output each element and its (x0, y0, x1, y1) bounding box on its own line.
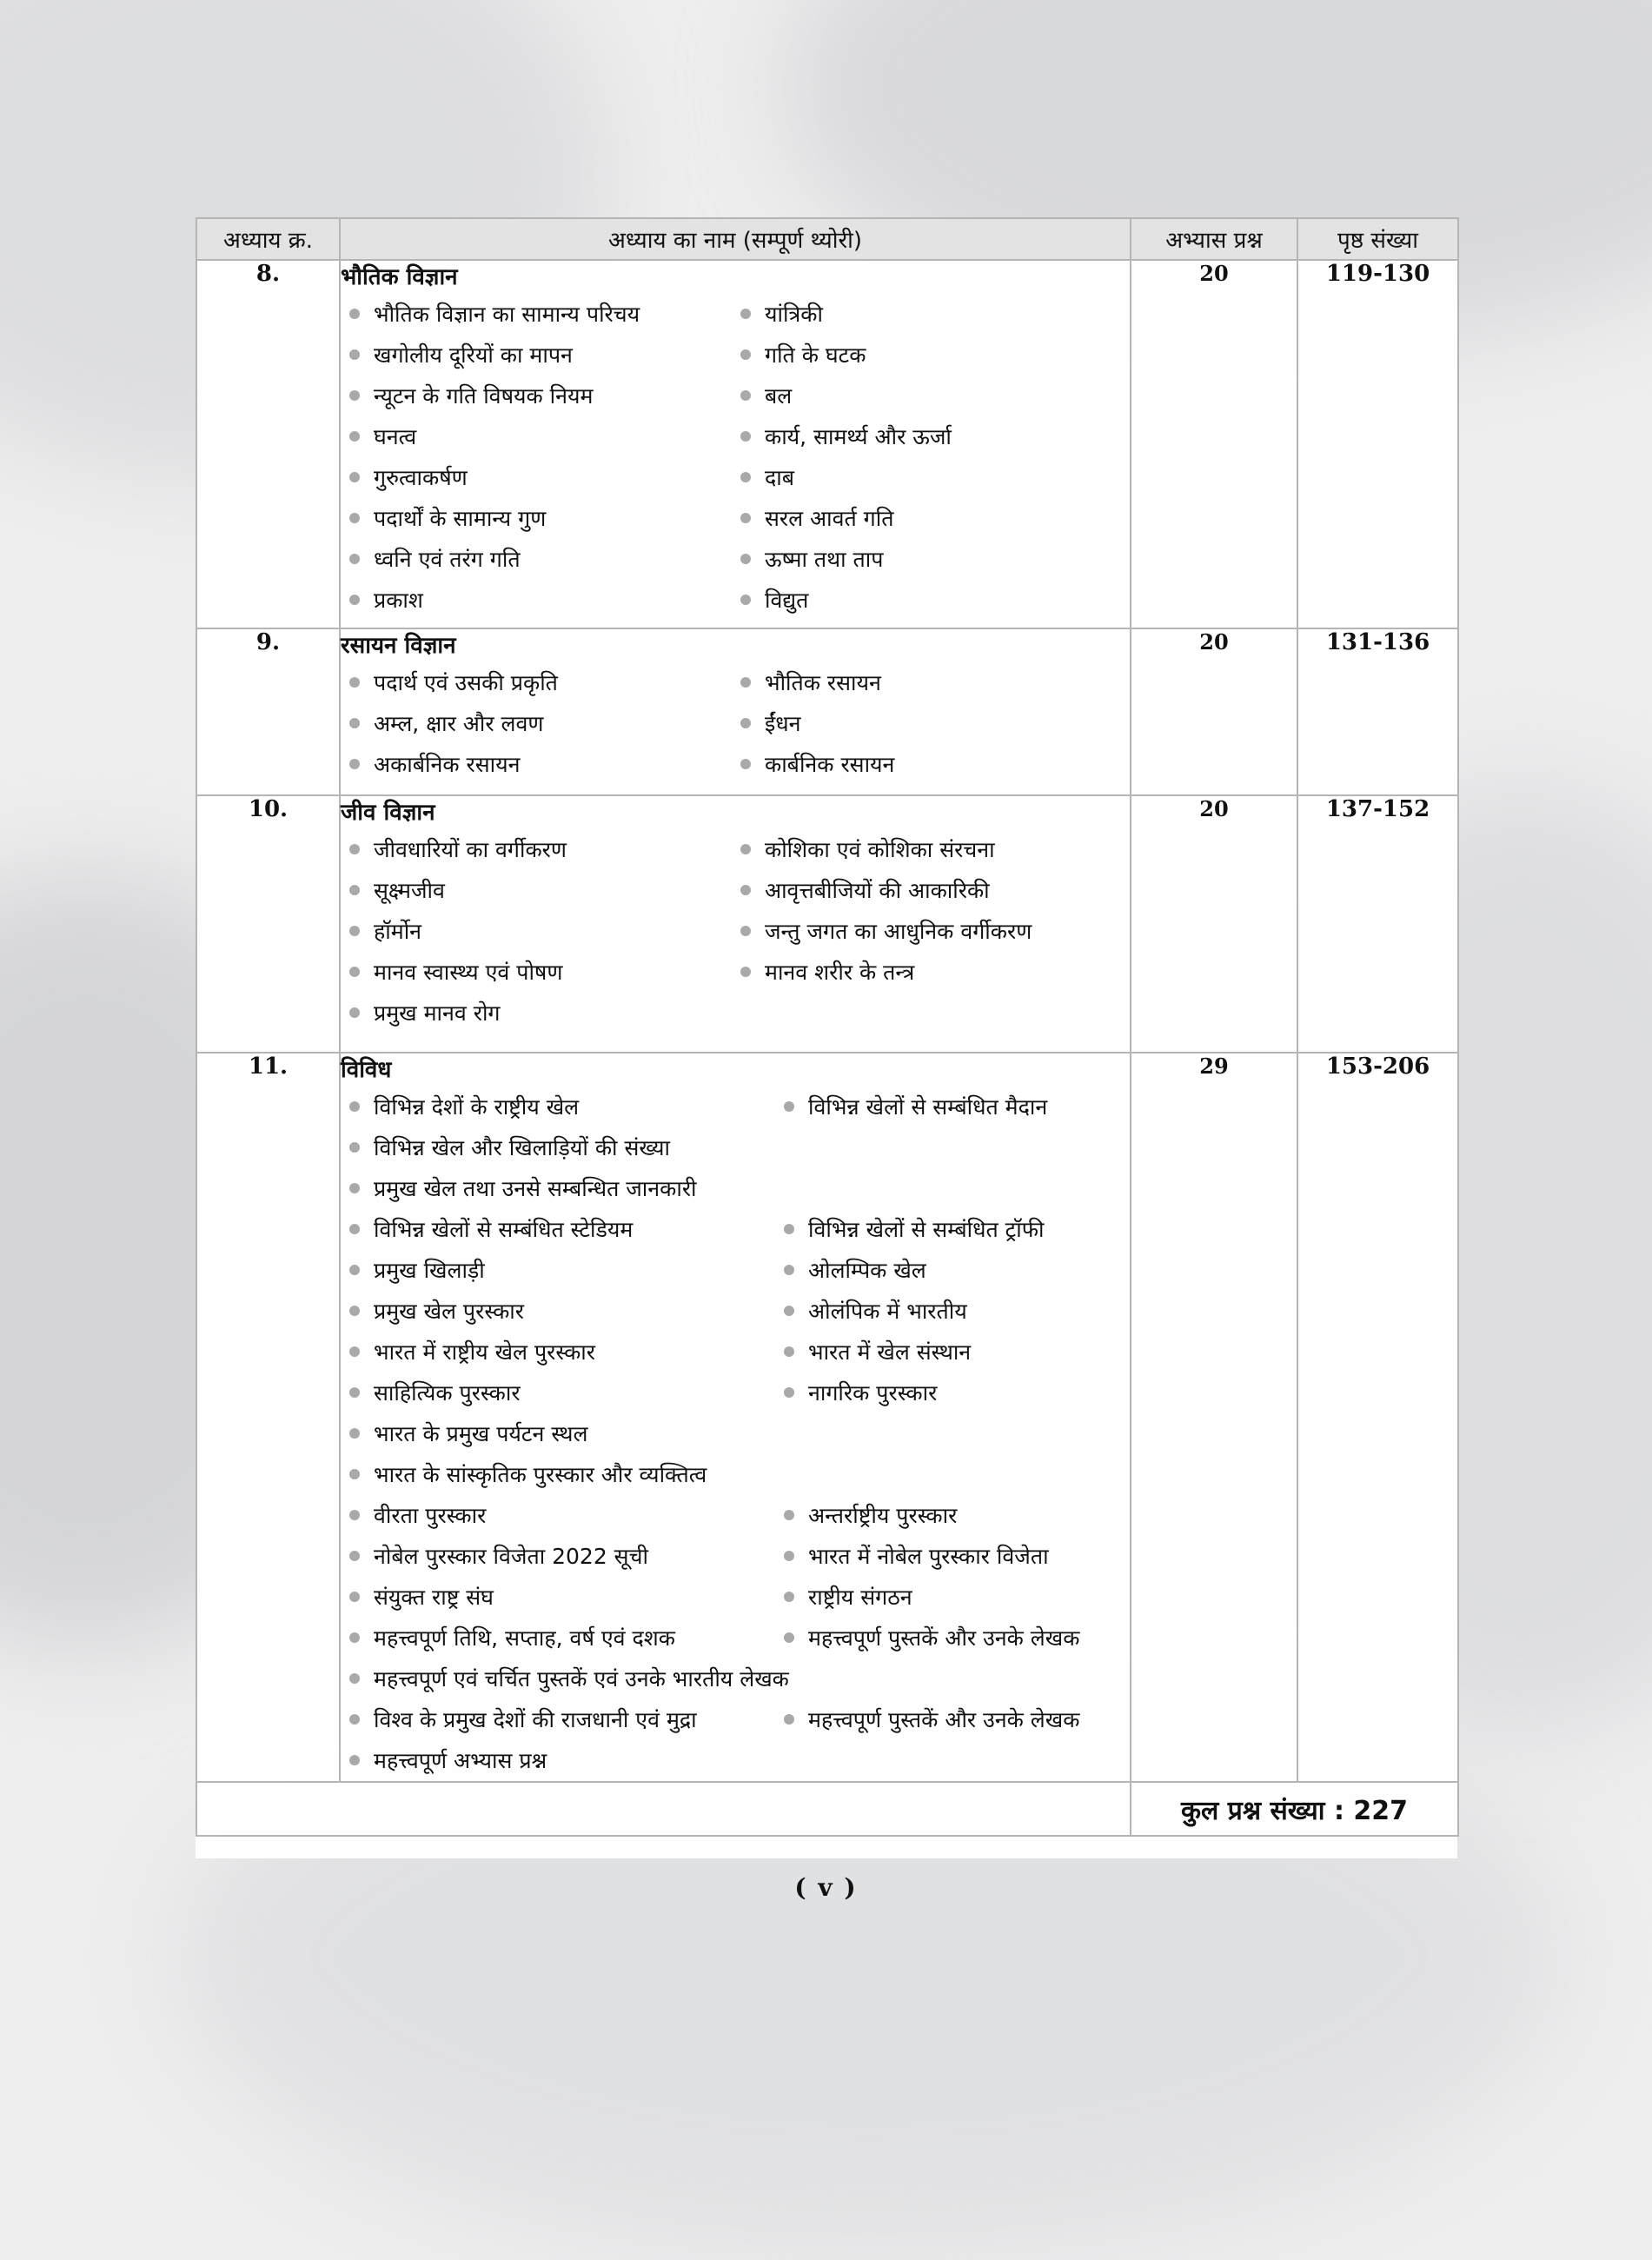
topic-label: प्रमुख मानव रोग (374, 1000, 501, 1026)
topic-label: ऊष्मा तथा ताप (765, 547, 884, 572)
topic-label: आवृत्तबीजियों की आकारिकी (765, 878, 990, 903)
topic-item (732, 457, 1130, 498)
topic-item (341, 1087, 775, 1127)
page-range: 137-152 (1297, 795, 1458, 1053)
topic-label: महत्त्वपूर्ण एवं चर्चित पुस्तकें एवं उनके भारतीय लेखक (374, 1666, 789, 1692)
bullet-icon (349, 1183, 360, 1193)
topic-label: बल (765, 383, 793, 409)
bullet-icon (349, 1510, 360, 1520)
chapter-row (196, 795, 1458, 1053)
topic-label: अम्ल, क्षार और लवण (374, 711, 544, 736)
header-chapter-name: अध्याय का नाम (सम्पूर्ण थ्योरी) (340, 218, 1131, 260)
bullet-icon (349, 967, 360, 977)
topic-label: पदार्थ एवं उसकी प्रकृति (374, 670, 558, 695)
bullet-icon (349, 926, 360, 936)
bullet-icon (349, 513, 360, 523)
bullet-icon (349, 1673, 360, 1684)
topic-item (341, 662, 732, 703)
bullet-icon (784, 1101, 794, 1112)
bullet-icon (349, 1387, 360, 1398)
topic-label: गति के घटक (765, 342, 866, 368)
practice-question-count: 20 (1131, 795, 1297, 1053)
bullet-icon (740, 472, 751, 482)
chapter-title: रसायन विज्ञान (341, 633, 456, 659)
topic-label: गुरुत्वाकर्षण (374, 465, 468, 490)
topic-label: महत्त्वपूर्ण पुस्तकें और उनके लेखक (808, 1625, 1080, 1651)
topic-item (775, 1536, 1130, 1577)
bullet-icon (349, 1224, 360, 1234)
bullet-icon (740, 677, 751, 688)
topic-item (341, 1618, 775, 1658)
chapter-title: जीव विज्ञान (341, 800, 435, 826)
topic-item (341, 1413, 1130, 1454)
chapter-row (196, 1053, 1458, 1782)
page-number: ( v ) (794, 1873, 858, 1902)
page-range: 131-136 (1297, 628, 1458, 795)
topic-label: ओलम्पिक खेल (808, 1258, 926, 1283)
bullet-icon (349, 1306, 360, 1316)
topic-label: प्रमुख खेल पुरस्कार (374, 1299, 524, 1324)
topic-label: वीरता पुरस्कार (374, 1503, 487, 1528)
contents-table (196, 217, 1459, 1837)
topic-item (341, 744, 732, 785)
topic-label: ध्वनि एवं तरंग गति (374, 547, 521, 572)
topic-label: ईंधन (765, 711, 801, 736)
page-range: 153-206 (1297, 1053, 1458, 1782)
chapter-content (340, 260, 1131, 628)
bullet-icon (784, 1346, 794, 1357)
topic-item (732, 335, 1130, 376)
bullet-icon (740, 967, 751, 977)
topic-item (732, 416, 1130, 457)
topic-label: सूक्ष्मजीव (374, 878, 445, 903)
topic-label: हॉर्मोन (374, 919, 422, 944)
bullet-icon (349, 1007, 360, 1018)
topic-item (341, 1373, 775, 1413)
total-row (196, 1782, 1458, 1836)
topic-item (732, 662, 1130, 703)
topic-label: नागरिक पुरस्कार (808, 1380, 938, 1406)
topic-item (732, 376, 1130, 416)
bullet-icon (349, 554, 360, 564)
topic-item (341, 498, 732, 539)
bullet-icon (740, 844, 751, 854)
topic-label: न्यूटन के गति विषयक नियम (374, 383, 594, 409)
topic-label: महत्त्वपूर्ण तिथि, सप्ताह, वर्ष एवं दशक (374, 1625, 676, 1651)
bullet-icon (349, 885, 360, 895)
practice-question-count: 20 (1131, 628, 1297, 795)
chapter-number: 9. (196, 628, 340, 795)
topic-label: विभिन्न खेलों से सम्बंधित ट्रॉफी (808, 1217, 1045, 1242)
chapter-content (340, 795, 1131, 1053)
bullet-icon (740, 885, 751, 895)
topic-label: भारत में नोबेल पुरस्कार विजेता (808, 1544, 1049, 1569)
chapter-number: 11. (196, 1053, 340, 1782)
bullet-icon (784, 1306, 794, 1316)
bullet-icon (349, 390, 360, 401)
topic-label: कोशिका एवं कोशिका संरचना (765, 837, 995, 862)
topic-item (341, 703, 732, 744)
bullet-icon (740, 309, 751, 319)
topic-label: अन्तर्राष्ट्रीय पुरस्कार (808, 1503, 958, 1528)
topic-item (341, 1127, 1130, 1168)
bullet-icon (740, 595, 751, 605)
topic-item (732, 829, 1130, 870)
bullet-icon (740, 759, 751, 769)
header-practice-questions: अभ्यास प्रश्न (1131, 218, 1297, 260)
topic-item (775, 1209, 1130, 1250)
topic-item (775, 1577, 1130, 1618)
topic-label: कार्य, सामर्थ्य और ऊर्जा (765, 424, 952, 449)
bullet-icon (349, 677, 360, 688)
topic-item (341, 335, 732, 376)
topic-item (732, 703, 1130, 744)
topic-item (775, 1087, 1130, 1127)
bullet-icon (349, 349, 360, 360)
bullet-icon (349, 1714, 360, 1725)
bullet-icon (740, 349, 751, 360)
header-chapter-no: अध्याय क्र. (196, 218, 340, 260)
topic-label: प्रकाश (374, 588, 423, 613)
topic-label: प्रमुख खेल तथा उनसे सम्बन्धित जानकारी (374, 1176, 697, 1201)
topic-item (732, 744, 1130, 785)
topic-item (341, 376, 732, 416)
topic-item (775, 1495, 1130, 1536)
bullet-icon (784, 1714, 794, 1725)
page-range: 119-130 (1297, 260, 1458, 628)
chapter-row (196, 628, 1458, 795)
bullet-icon (784, 1387, 794, 1398)
topic-label: पदार्थों के सामान्य गुण (374, 506, 547, 531)
bullet-icon (784, 1265, 794, 1275)
topic-list (341, 829, 1130, 1034)
chapter-content (340, 1053, 1131, 1782)
topic-label: संयुक्त राष्ट्र संघ (374, 1585, 494, 1610)
topic-item (341, 1168, 1130, 1209)
topic-list (341, 294, 1130, 621)
topic-label: महत्त्वपूर्ण पुस्तकें और उनके लेखक (808, 1707, 1080, 1732)
topic-item (775, 1699, 1130, 1740)
topic-item (732, 498, 1130, 539)
total-row-spacer (196, 1782, 1131, 1836)
topic-item (732, 911, 1130, 952)
topic-label: मानव शरीर के तन्त्र (765, 960, 915, 985)
bullet-icon (349, 718, 360, 728)
topic-item (775, 1332, 1130, 1373)
topic-item (775, 1250, 1130, 1291)
topic-item (732, 870, 1130, 911)
topic-label: दाब (765, 465, 795, 490)
topic-label: भारत में राष्ट्रीय खेल पुरस्कार (374, 1339, 595, 1365)
topic-item (732, 580, 1130, 621)
bullet-icon (349, 1755, 360, 1765)
topic-item (341, 1495, 775, 1536)
topic-item (341, 1740, 1130, 1781)
topic-label: नोबेल पुरस्कार विजेता 2022 सूची (374, 1544, 648, 1569)
topic-label: कार्बनिक रसायन (765, 752, 895, 777)
bullet-icon (349, 1346, 360, 1357)
topic-item (341, 1250, 775, 1291)
bullet-icon (740, 926, 751, 936)
topic-item (732, 539, 1130, 580)
topic-item (775, 1373, 1130, 1413)
topic-item (341, 416, 732, 457)
bullet-icon (740, 513, 751, 523)
bullet-icon (349, 759, 360, 769)
bullet-icon (349, 1632, 360, 1643)
bullet-icon (784, 1551, 794, 1561)
topic-label: भारत में खेल संस्थान (808, 1339, 972, 1365)
topic-item (341, 294, 732, 335)
topic-label: अकार्बनिक रसायन (374, 752, 521, 777)
bullet-icon (784, 1224, 794, 1234)
topic-item (341, 1536, 775, 1577)
topic-item (341, 911, 732, 952)
bullet-icon (349, 309, 360, 319)
topic-label: भारत के प्रमुख पर्यटन स्थल (374, 1421, 588, 1446)
topic-list (341, 662, 1130, 785)
topic-label: भारत के सांस्कृतिक पुरस्कार और व्यक्तित्व (374, 1462, 707, 1487)
topic-item (341, 829, 732, 870)
bullet-icon (740, 431, 751, 442)
bullet-icon (349, 1592, 360, 1602)
chapter-content (340, 628, 1131, 795)
bullet-icon (349, 1142, 360, 1153)
topic-item (341, 1332, 775, 1373)
topic-item (341, 539, 732, 580)
topic-item (341, 1699, 775, 1740)
bullet-icon (349, 595, 360, 605)
bullet-icon (784, 1632, 794, 1643)
bullet-icon (349, 1101, 360, 1112)
chapter-number: 8. (196, 260, 340, 628)
header-page-number: पृष्ठ संख्या (1297, 218, 1458, 260)
bullet-icon (784, 1592, 794, 1602)
bullet-icon (349, 1551, 360, 1561)
topic-label: विभिन्न खेलों से सम्बंधित स्टेडियम (374, 1217, 634, 1242)
topic-label: खगोलीय दूरियों का मापन (374, 342, 573, 368)
topic-label: विद्युत (765, 588, 809, 613)
topic-item (341, 993, 732, 1034)
topic-item (732, 952, 1130, 993)
topic-item (341, 1577, 775, 1618)
topic-item (341, 457, 732, 498)
topic-item (775, 1618, 1130, 1658)
topic-label: भौतिक विज्ञान का सामान्य परिचय (374, 302, 640, 327)
bullet-icon (349, 1428, 360, 1439)
topic-label: मानव स्वास्थ्य एवं पोषण (374, 960, 563, 985)
topic-label: विभिन्न देशों के राष्ट्रीय खेल (374, 1094, 580, 1120)
topic-label: विश्व के प्रमुख देशों की राजधानी एवं मुद्रा (374, 1707, 697, 1732)
topic-label: विभिन्न खेलों से सम्बंधित मैदान (808, 1094, 1048, 1120)
topic-label: राष्ट्रीय संगठन (808, 1585, 912, 1610)
bullet-icon (740, 718, 751, 728)
bullet-icon (784, 1510, 794, 1520)
bullet-icon (349, 1265, 360, 1275)
topic-label: जीवधारियों का वर्गीकरण (374, 837, 567, 862)
topic-label: विभिन्न खेल और खिलाड़ियों की संख्या (374, 1135, 670, 1160)
topic-item (341, 1291, 775, 1332)
topic-label: महत्त्वपूर्ण अभ्यास प्रश्न (374, 1748, 547, 1773)
topic-item (775, 1291, 1130, 1332)
bullet-icon (349, 431, 360, 442)
total-question-count: कुल प्रश्न संख्या : 227 (1131, 1782, 1458, 1836)
table-header-row (196, 218, 1458, 260)
chapter-number: 10. (196, 795, 340, 1053)
topic-item (341, 1454, 1130, 1495)
topic-label: प्रमुख खिलाड़ी (374, 1258, 485, 1283)
topic-label: सरल आवर्त गति (765, 506, 894, 531)
bullet-icon (349, 844, 360, 854)
bullet-icon (740, 554, 751, 564)
topic-label: घनत्व (374, 424, 417, 449)
topic-item (341, 952, 732, 993)
topic-label: यांत्रिकी (765, 302, 823, 327)
topic-item (341, 870, 732, 911)
chapter-title: भौतिक विज्ञान (341, 264, 458, 290)
topic-item (732, 294, 1130, 335)
practice-question-count: 29 (1131, 1053, 1297, 1782)
bullet-icon (349, 1469, 360, 1479)
topic-list (341, 1087, 1130, 1781)
bullet-icon (349, 472, 360, 482)
topic-label: साहित्यिक पुरस्कार (374, 1380, 521, 1406)
topic-label: ओलंपिक में भारतीय (808, 1299, 967, 1324)
topic-item (341, 1658, 1130, 1699)
topic-label: भौतिक रसायन (765, 670, 881, 695)
chapter-row (196, 260, 1458, 628)
topic-item (341, 1209, 775, 1250)
chapter-title: विविध (341, 1057, 392, 1083)
practice-question-count: 20 (1131, 260, 1297, 628)
bullet-icon (740, 390, 751, 401)
topic-label: जन्तु जगत का आधुनिक वर्गीकरण (765, 919, 1032, 944)
topic-item (341, 580, 732, 621)
